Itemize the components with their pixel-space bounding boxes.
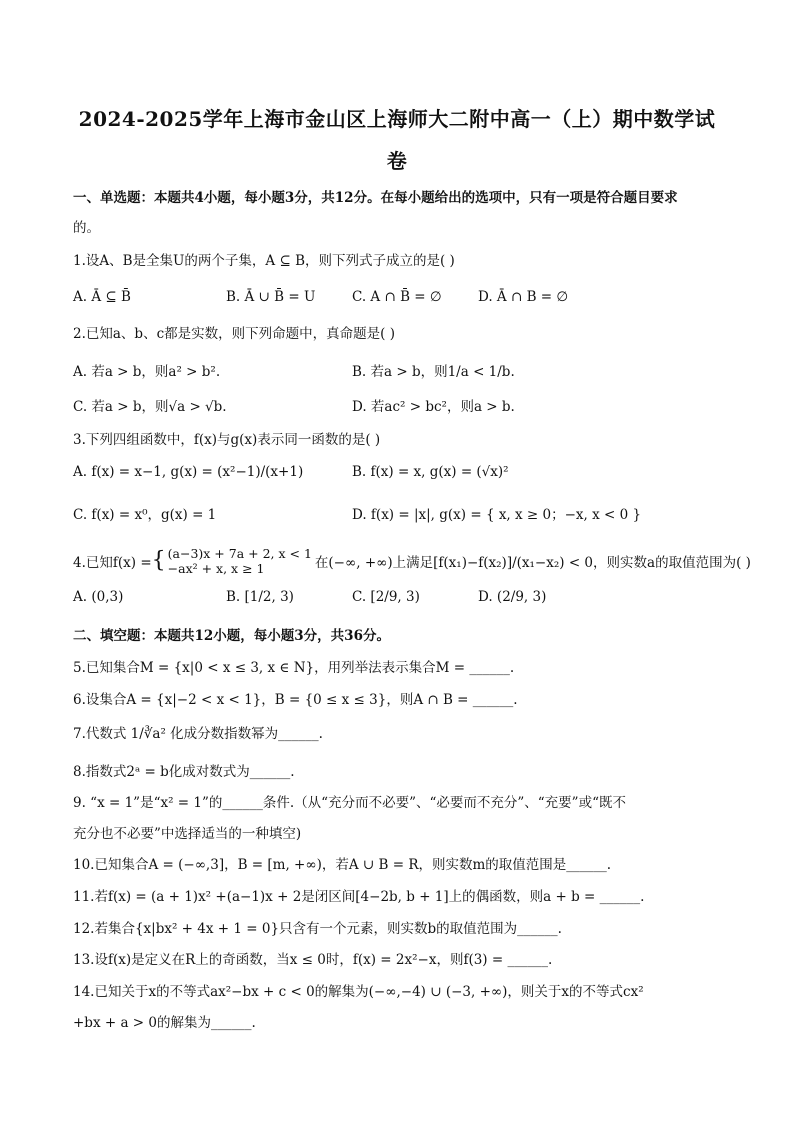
q4-option-d: D. (2/9, 3) bbox=[478, 589, 547, 605]
q4-stem-prefix: 4.已知f(x) = bbox=[73, 555, 152, 571]
exam-title-line1: 2024-2025学年上海市金山区上海师大二附中高一（上）期中数学试 bbox=[78, 107, 716, 131]
q3-stem: 3.下列四组函数中，f(x)与g(x)表示同一函数的是( ) bbox=[73, 432, 381, 448]
q1-stem: 1.设A、B是全集U的两个子集，A ⊆ B，则下列式子成立的是( ) bbox=[73, 253, 455, 269]
q2-option-a: A. 若a > b，则a² > b². bbox=[73, 364, 221, 380]
q3-option-d: D. f(x) = |x|, g(x) = { x, x ≥ 0；−x, x < 0 } bbox=[352, 507, 642, 523]
q4-piecewise-cases bbox=[168, 546, 312, 576]
q1-option-c: C. A ∩ B̄ = ∅ bbox=[352, 289, 442, 305]
q5-text: 5.已知集合M = {x|0 < x ≤ 3, x ∈ N}，用列举法表示集合M = ______. bbox=[73, 660, 515, 676]
q4-case1: (a−3)x + 7a + 2, x < 1 bbox=[167, 546, 312, 561]
q4-stem bbox=[73, 546, 751, 576]
q12-text: 12.若集合{x|bx² + 4x + 1 = 0}只含有一个元素，则实数b的取值范围为______. bbox=[73, 921, 562, 937]
q2-option-d: D. 若ac² > bc²，则a > b. bbox=[352, 399, 515, 415]
q1-option-b: B. Ā ∪ B̄ = U bbox=[226, 289, 316, 305]
section1-heading-line1: 一、单选题：本题共4小题，每小题3分，共12分。在每小题给出的选项中，只有一项是符合题目要求 bbox=[73, 190, 678, 206]
q6-text: 6.设集合A = {x|−2 < x < 1}，B = {0 ≤ x ≤ 3}，则A ∩ B = ______. bbox=[73, 692, 518, 708]
q2-option-c: C. 若a > b，则√a > √b. bbox=[73, 399, 227, 415]
q13-text: 13.设f(x)是定义在R上的奇函数，当x ≤ 0时，f(x) = 2x²−x，则f(3) = ______. bbox=[73, 952, 553, 968]
q4-brace: { bbox=[151, 548, 166, 573]
q3-option-a: A. f(x) = x−1, g(x) = (x²−1)/(x+1) bbox=[73, 464, 304, 480]
q10-text: 10.已知集合A = (−∞,3]，B = [m, +∞)，若A ∪ B = R，则实数m的取值范围是______. bbox=[73, 857, 612, 873]
q3-option-c: C. f(x) = x⁰，g(x) = 1 bbox=[73, 507, 217, 523]
section2-heading: 二、填空题：本题共12小题，每小题3分，共36分。 bbox=[73, 628, 390, 644]
q14-line1: 14.已知关于x的不等式ax²−bx + c < 0的解集为(−∞,−4) ∪ (−3, +∞)，则关于x的不等式cx² bbox=[73, 984, 644, 1000]
exam-title-line2: 卷 bbox=[386, 149, 408, 173]
q7-text: 7.代数式 1/∛a² 化成分数指数幂为______. bbox=[73, 726, 323, 742]
q14-line2: +bx + a > 0的解集为______. bbox=[73, 1015, 256, 1031]
q4-option-b: B. [1/2, 3) bbox=[226, 589, 294, 605]
q4-option-a: A. (0,3) bbox=[73, 589, 124, 605]
q1-option-a: A. Ā ⊆ B̄ bbox=[73, 289, 131, 305]
q9-line2: 充分也不必要”中选择适当的一种填空) bbox=[73, 826, 302, 842]
q2-stem: 2.已知a、b、c都是实数，则下列命题中，真命题是( ) bbox=[73, 326, 395, 342]
q4-case2: −ax² + x, x ≥ 1 bbox=[167, 561, 265, 576]
q2-option-b: B. 若a > b，则1/a < 1/b. bbox=[352, 364, 515, 380]
q4-option-c: C. [2/9, 3) bbox=[352, 589, 420, 605]
q8-text: 8.指数式2ᵃ = b化成对数式为______. bbox=[73, 764, 295, 780]
q1-option-d: D. Ā ∩ B = ∅ bbox=[478, 289, 569, 305]
q3-option-b: B. f(x) = x, g(x) = (√x)² bbox=[352, 464, 509, 480]
section1-heading-line2: 的。 bbox=[73, 220, 100, 236]
q9-line1: 9. “x = 1”是“x² = 1”的______条件.（从“充分而不必要”、“必要而不充分”、“充要”或“既不 bbox=[73, 795, 626, 811]
q11-text: 11.若f(x) = (a + 1)x² +(a−1)x + 2是闭区间[4−2b, b + 1]上的偶函数，则a + b = ______. bbox=[73, 889, 645, 905]
q4-stem-suffix: 在(−∞, +∞)上满足[f(x₁)−f(x₂)]/(x₁−x₂) < 0，则实数a的取值范围为( ) bbox=[314, 555, 751, 571]
